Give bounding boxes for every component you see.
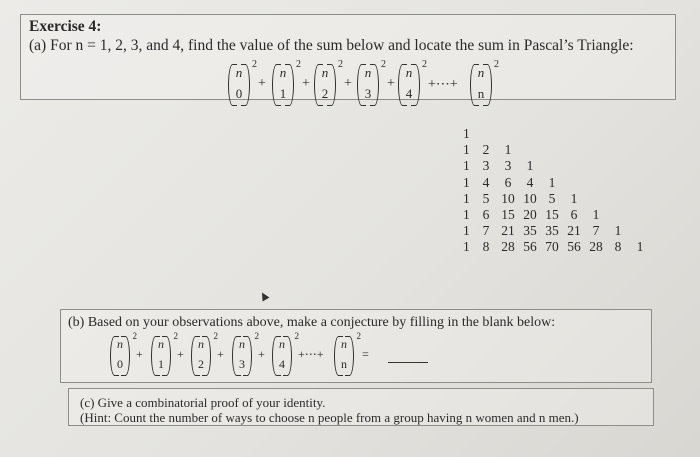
pascal-row	[463, 175, 651, 191]
pascal-entry: 1	[592, 206, 600, 222]
binomial-upper: n	[158, 337, 164, 351]
pascal-entry: 4	[526, 174, 534, 190]
binomial-upper: n	[279, 337, 285, 351]
exponent: 2	[422, 59, 427, 70]
pascal-entry: 21	[567, 223, 581, 239]
binomial-upper: n	[405, 65, 413, 80]
binomial-upper: n	[239, 337, 245, 351]
exponent: 2	[381, 59, 386, 70]
binomial-upper: n	[235, 65, 243, 80]
pascal-entry: 7	[592, 223, 600, 239]
binomial-lower: 4	[279, 357, 285, 371]
binomial-1	[151, 331, 178, 376]
binomial-n	[334, 331, 361, 376]
pascal-entry: 1	[463, 174, 470, 190]
binomial-upper: n	[364, 65, 372, 80]
pascal-entry: 28	[589, 239, 603, 255]
binomial-1	[272, 59, 301, 106]
plus-sign: +	[258, 347, 265, 361]
pascal-entry: 3	[504, 158, 512, 174]
equals-sign: =	[362, 347, 369, 361]
exponent: 2	[213, 331, 218, 341]
binomial-3	[357, 59, 386, 106]
binomial-upper: n	[198, 337, 204, 351]
plus-sign: +	[258, 76, 266, 91]
ellipsis-plus: +⋯+	[428, 77, 458, 92]
plus-sign: +	[136, 347, 143, 361]
binomial-4	[272, 331, 299, 376]
pascal-entry: 7	[482, 223, 490, 239]
pascal-entry: 1	[526, 158, 534, 174]
binomial-lower: 2	[198, 357, 204, 371]
binomial-lower: 0	[117, 357, 123, 371]
pascal-entry: 21	[501, 223, 515, 239]
binomial-upper: n	[279, 65, 287, 80]
part-c-line-1: (c) Give a combinatorial proof of your identity.	[80, 395, 326, 410]
pascal-entry: 3	[482, 158, 490, 174]
binomial-0	[110, 331, 137, 376]
exponent: 2	[173, 331, 178, 341]
pascal-row	[463, 126, 651, 142]
plus-sign: +	[387, 76, 395, 91]
pascal-entry: 8	[482, 239, 490, 255]
pascal-row	[463, 142, 651, 158]
part-b-text: (b) Based on your observations above, make a conjecture by filling in the blank below:	[68, 315, 556, 330]
binomial-2	[191, 331, 218, 376]
pascal-entry: 35	[523, 223, 537, 239]
binomial-lower: 2	[321, 86, 329, 101]
exponent: 2	[338, 59, 343, 70]
pascal-entry: 5	[548, 190, 556, 206]
pascal-entry: 1	[504, 142, 512, 158]
pascal-entry: 1	[463, 158, 470, 174]
pascal-entry: 20	[523, 206, 537, 222]
binomial-upper: n	[321, 65, 329, 80]
pascal-entry: 56	[567, 239, 581, 255]
pascal-entry: 4	[482, 174, 490, 190]
part-c-hint: (Hint: Count the number of ways to choose n people from a group having n women and n men.)	[80, 410, 579, 425]
exercise-title: Exercise 4:	[29, 18, 102, 35]
ellipsis-plus: +⋯+	[298, 347, 324, 361]
pascal-triangle	[463, 126, 651, 256]
binomial-4	[398, 59, 427, 106]
pascal-entry: 1	[614, 223, 622, 239]
pascal-entry: 1	[463, 142, 470, 158]
pascal-entry: 56	[523, 239, 537, 255]
exponent: 2	[132, 331, 137, 341]
exponent: 2	[294, 331, 299, 341]
pascal-entry: 8	[614, 239, 622, 255]
pascal-entry: 1	[548, 174, 556, 190]
binomial-2	[314, 59, 343, 106]
plus-sign: +	[344, 76, 352, 91]
binomial-upper: n	[341, 337, 347, 351]
pascal-row	[463, 239, 651, 255]
pascal-entry: 70	[545, 239, 559, 255]
pascal-entry: 10	[523, 190, 537, 206]
pascal-entry: 6	[570, 206, 578, 222]
pascal-row	[463, 158, 651, 174]
binomial-lower: 3	[239, 357, 245, 371]
binomial-0	[228, 59, 257, 106]
answer-blank[interactable]	[388, 362, 428, 363]
binomial-n	[470, 59, 499, 106]
binomial-lower: n	[341, 357, 347, 371]
plus-sign: +	[302, 76, 310, 91]
exponent: 2	[296, 59, 301, 70]
binomial-lower: 0	[235, 86, 243, 101]
binomial-lower: 1	[279, 86, 287, 101]
pascal-entry: 1	[463, 126, 470, 141]
part-c-text	[80, 395, 579, 425]
binomial-upper: n	[477, 65, 485, 80]
plus-sign: +	[217, 347, 224, 361]
pascal-row	[463, 207, 651, 223]
pascal-entry: 1	[636, 239, 644, 255]
pascal-entry: 2	[482, 142, 490, 158]
pascal-entry: 35	[545, 223, 559, 239]
binomial-lower: 4	[405, 86, 413, 101]
pascal-entry: 5	[482, 190, 490, 206]
exponent: 2	[494, 59, 499, 70]
pascal-row	[463, 223, 651, 239]
pascal-entry: 1	[463, 190, 470, 206]
binomial-lower: n	[477, 86, 485, 101]
plus-sign: +	[177, 347, 184, 361]
pascal-entry: 28	[501, 239, 515, 255]
pascal-row	[463, 191, 651, 207]
pascal-entry: 6	[482, 206, 490, 222]
pascal-entry: 1	[463, 223, 470, 239]
pascal-entry: 1	[570, 190, 578, 206]
exponent: 2	[356, 331, 361, 341]
pascal-entry: 1	[463, 239, 470, 255]
part-a-text: (a) For n = 1, 2, 3, and 4, find the value of the sum below and locate the sum in Pascal’s Triangle:	[29, 37, 634, 54]
binomial-lower: 3	[364, 86, 372, 101]
pascal-entry: 15	[545, 206, 559, 222]
binomial-lower: 1	[158, 357, 164, 371]
pascal-entry: 1	[463, 206, 470, 222]
pascal-entry: 6	[504, 174, 512, 190]
binomial-upper: n	[117, 337, 123, 351]
binomial-3	[232, 331, 259, 376]
exponent: 2	[252, 59, 257, 70]
pascal-entry: 10	[501, 190, 515, 206]
pascal-entry: 15	[501, 206, 515, 222]
exponent: 2	[254, 331, 259, 341]
